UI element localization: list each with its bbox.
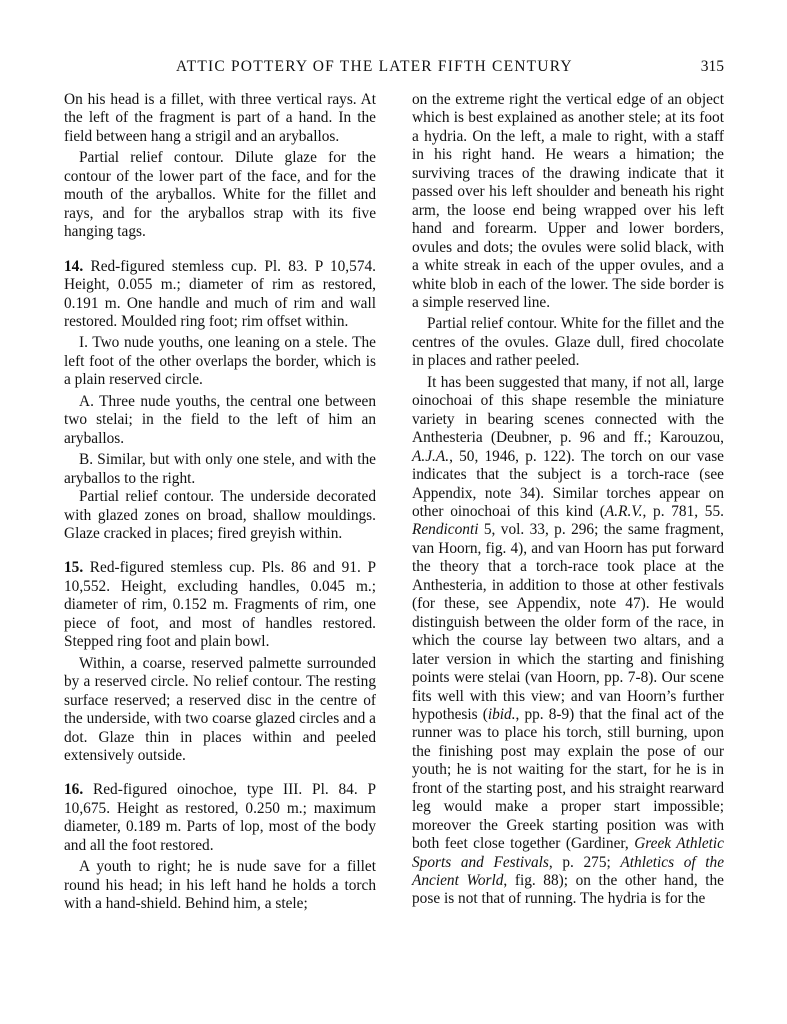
paragraph: Partial relief contour. White for the fillet and the centres of the ovules. Glaze dull, fired chocolate in places and rather peeled. — [412, 315, 724, 370]
left-column — [64, 91, 376, 914]
entry-number: 16. — [64, 781, 84, 799]
catalogue-entry-15 — [64, 559, 376, 651]
paragraph: A. Three nude youths, the central one between two stelai; in the field to the left of him an aryballos. — [64, 392, 376, 447]
journal-abbrev: A.R.V. — [604, 502, 643, 520]
text-run: , p. 275; — [548, 853, 621, 871]
text-run: , p. 781, 55. — [642, 502, 724, 520]
text-run: , fig. 88); on the other hand, the pose is not that of running. The hydria is for the — [412, 872, 724, 908]
paragraph: Partial relief contour. The underside decorated with glazed zones on broad, shallow mouldings. Glaze cracked in places; fired greyish within. — [64, 488, 376, 542]
paragraph: B. Similar, but with only one stele, and with the aryballos to the right. — [64, 451, 376, 487]
entry-description: Red-figured stemless cup. Pl. 83. P 10,574. Height, 0.055 m.; diameter of rim as restored, 0.191 m. One handle and much of rim and wall restored. Moulded ring foot; rim offset within. — [64, 257, 376, 330]
paragraph: On his head is a fillet, with three vertical rays. At the left of the fragment is part of a hand. In the field between hang a strigil and an aryballos. — [64, 91, 376, 145]
journal-title: Rendiconti — [412, 521, 479, 539]
book-title: Athletics of the Ancient World — [412, 853, 725, 890]
catalogue-entry-16 — [64, 781, 376, 855]
book-title: Greek Athletic Sports and Festivals — [412, 835, 724, 871]
paragraph — [412, 374, 724, 909]
running-title: ATTIC POTTERY OF THE LATER FIFTH CENTURY — [176, 58, 573, 75]
text-run: , 50, 1946, p. 122). The torch on our vase indicates that the subject is a torch-race (see Appendix, note 34). Similar torches appear on other oinochoai of this kind ( — [412, 447, 724, 520]
right-column — [412, 91, 724, 909]
paragraph: on the extreme right the vertical edge of an object which is best explained as another stele; at its foot a hydria. On the left, a male to right, with a staff in his right hand. He wears a himation; the surviving traces of the drawing indicate that it passed over his left shoulder and beneath his right arm, the loose end being wrapped over his left hand and forearm. Upper and lower borders, ovules and dots; the ovules were solid black, with a white streak in each of the upper ovules, and a white blob in each of the lower. The side border is a simple reserved line. — [412, 91, 724, 311]
entry-number: 15. — [64, 559, 84, 577]
text-run: 5, vol. 33, p. 296; the same fragment, van Hoorn, fig. 4), and van Hoorn has put forward the theory that a torch-race took place at the Anthesteria, in addition to those at other festivals (for these, see Appendix, note 47). He would distinguish between the older form of the race, in which the course lay between two altars, and a later version in which the starting and finishing points were stelai (van Hoorn, pp. 7-8). Our scene fits well with this view; and van Hoorn’s further hypothesis ( — [412, 521, 724, 723]
paragraph: Partial relief contour. Dilute glaze for the contour of the lower part of the face, and for the mouth of the aryballos. White for the fillet and rays, and for the aryballos strap with its five hanging tags. — [64, 149, 376, 241]
text-run: , pp. 8-9) that the final act of the runner was to place his torch, still burning, upon the finishing post may explain the pose of our youth; he is not waiting for the start, for he is in front of the starting post, and his straight rearward leg would make a proper start impossible; moreover the Greek starting position was with both feet close together (Gardiner, — [412, 705, 724, 853]
catalogue-entry-14 — [64, 258, 376, 332]
page-header — [64, 58, 724, 82]
journal-abbrev: A.J.A. — [412, 447, 450, 465]
page-number: 315 — [700, 58, 724, 75]
entry-description: Red-figured stemless cup. Pls. 86 and 91. P 10,552. Height, excluding handles, 0.045 m.; diameter of rim, 0.152 m. Fragments of rim, one piece of foot, and most of handles restored. Stepped ring foot and plain bowl. — [64, 559, 376, 651]
paragraph: I. Two nude youths, one leaning on a stele. The left foot of the other overlaps the border, which is a plain reserved circle. — [64, 334, 376, 389]
text-run: It has been suggested that many, if not all, large oinochoai of this shape resemble the miniature variety in bearing scenes connected with the Anthesteria (Deubner, p. 96 and ff.; Karouzou, — [412, 373, 724, 447]
paragraph: Within, a coarse, reserved palmette surrounded by a reserved circle. No relief contour. The resting surface reserved; a reserved disc in the centre of the underside, with two coarse glazed circles and a dot. Glaze thin in places within and peeled extensively outside. — [64, 654, 376, 764]
paragraph: A youth to right; he is nude save for a fillet round his head; in his left hand he holds a torch with a hand-shield. Behind him, a stele; — [64, 858, 376, 913]
entry-description: Red-figured oinochoe, type III. Pl. 84. P 10,675. Height as restored, 0.250 m.; maximum diameter, 0.189 m. Parts of lop, most of the body and all the foot restored. — [64, 781, 376, 854]
entry-number: 14. — [64, 257, 84, 275]
citation-ibid: ibid. — [487, 705, 516, 723]
